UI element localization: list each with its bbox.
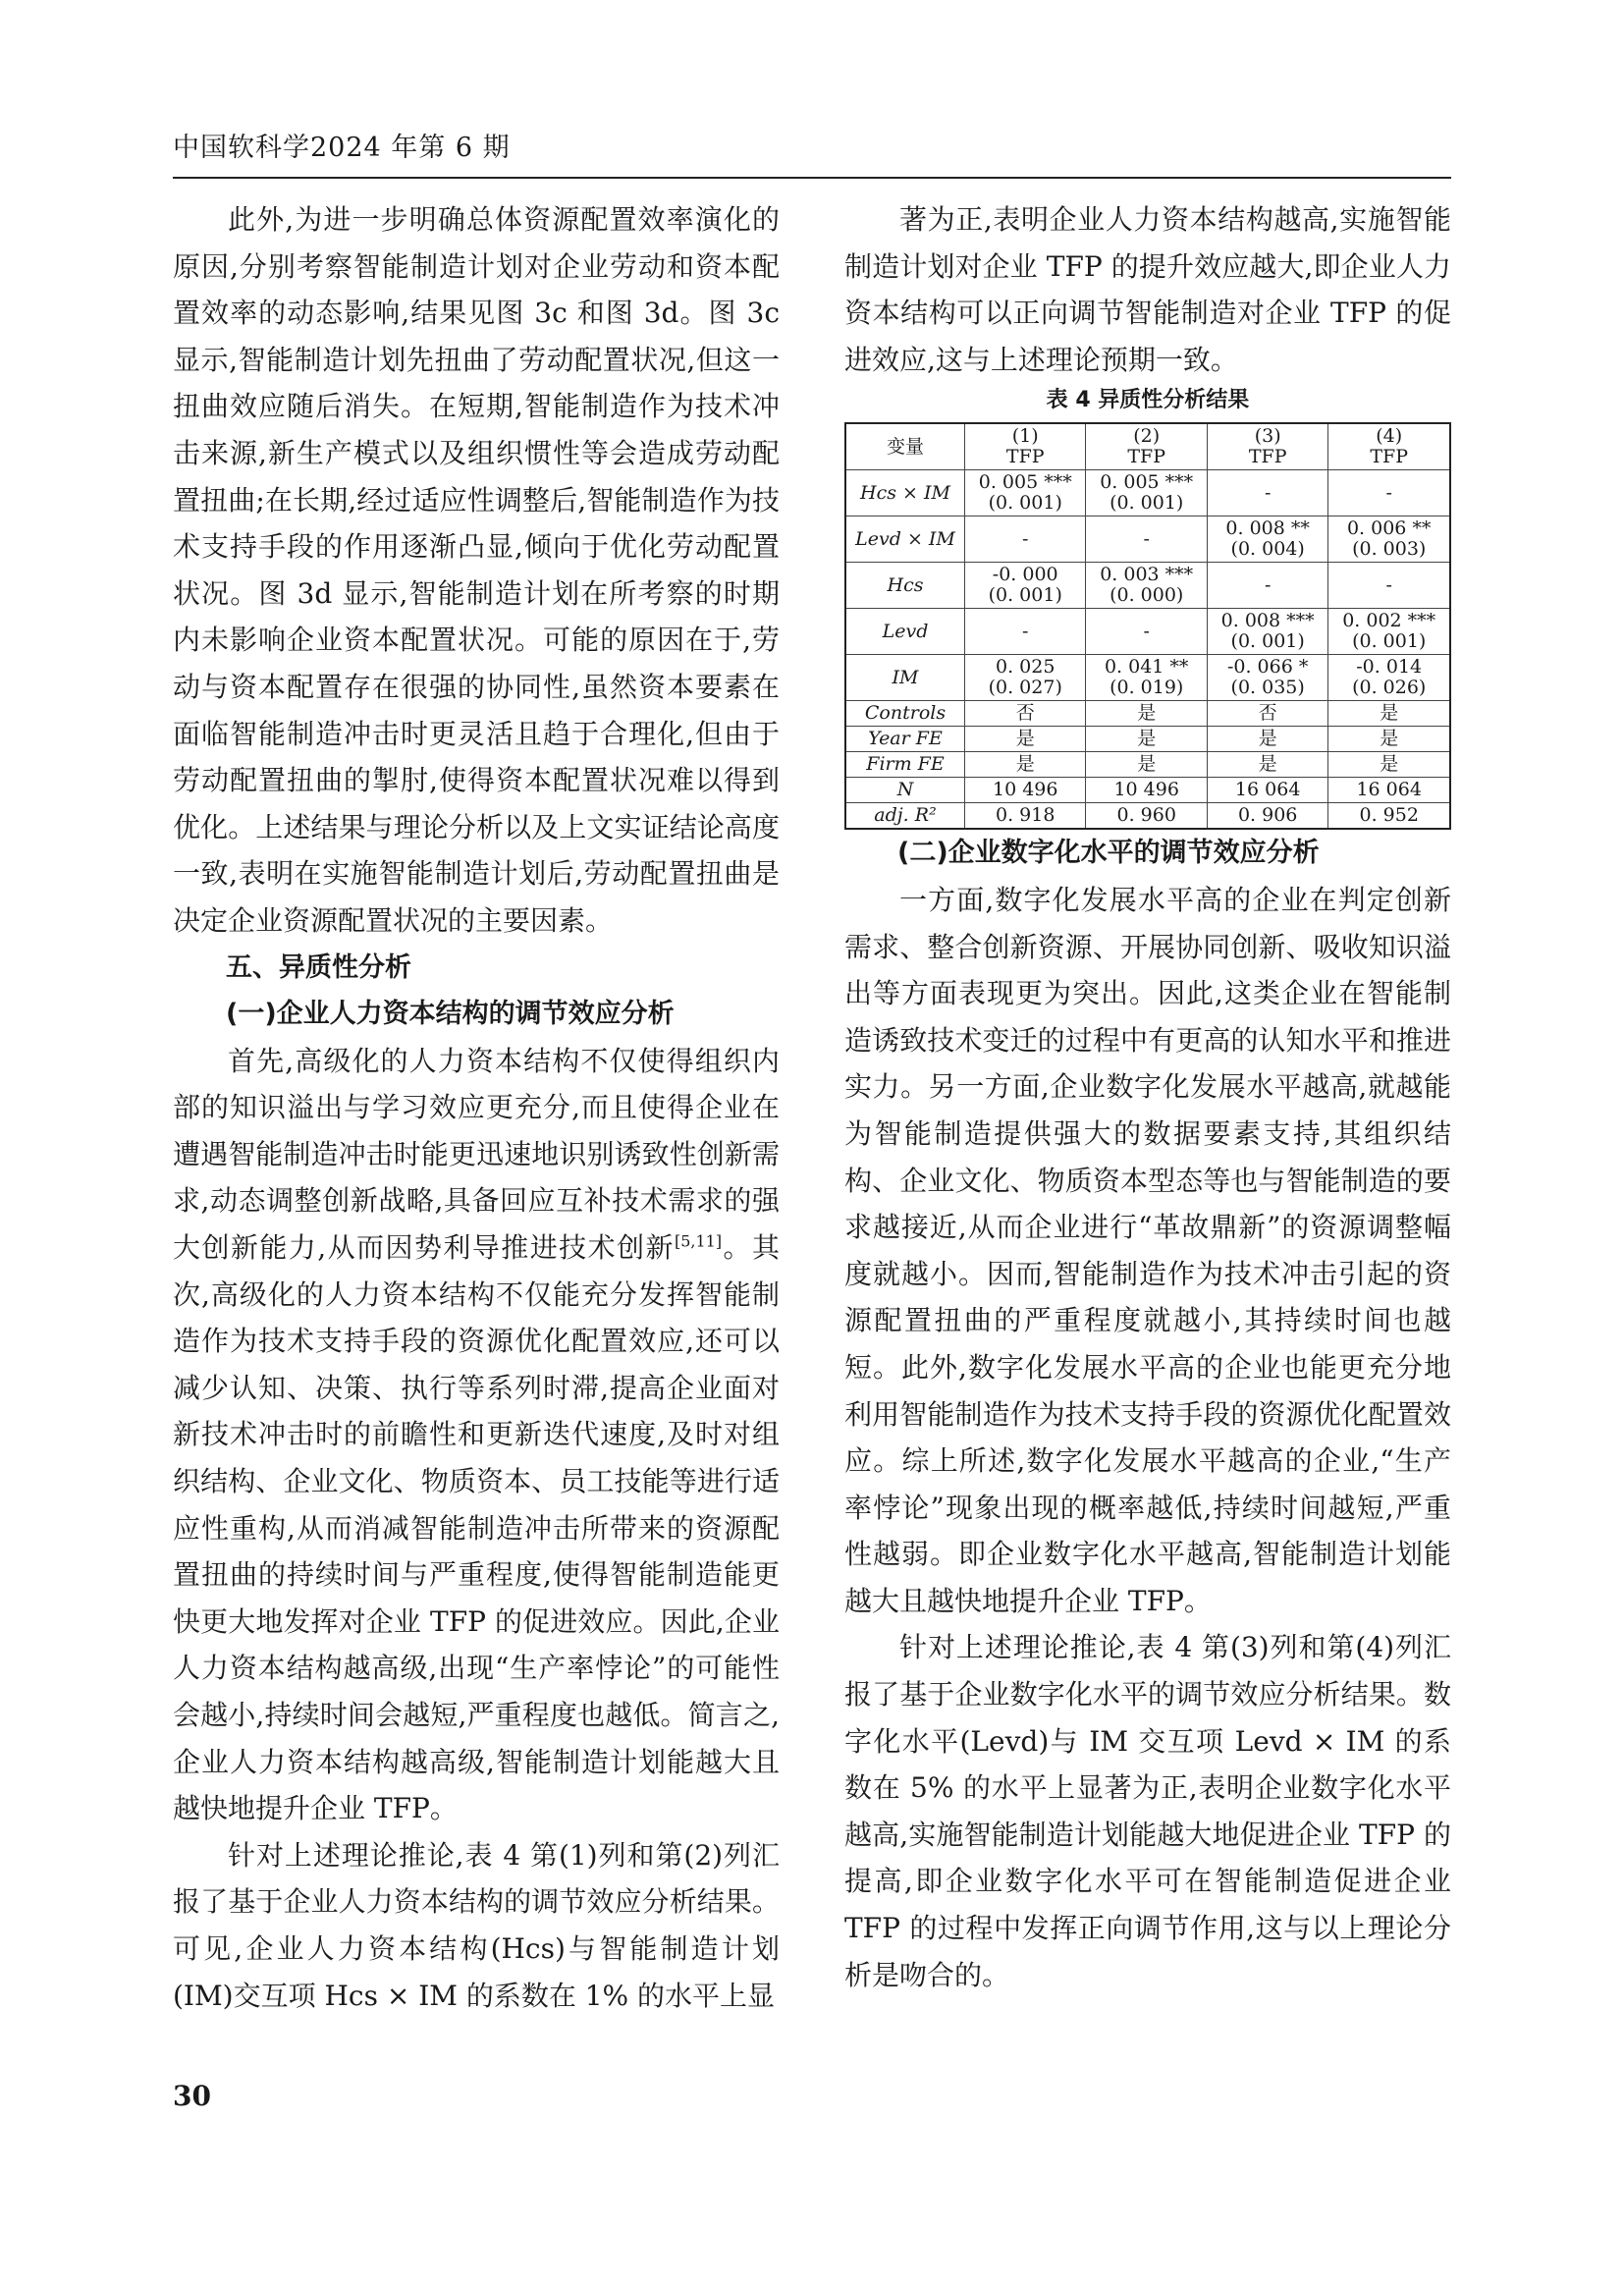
table-cell-text: (0. 001): [988, 584, 1062, 607]
table-cell-text: TFP: [1127, 446, 1166, 468]
table-cell-text: (0. 027): [988, 677, 1062, 699]
table-cell: [1328, 470, 1450, 516]
table-cell-text: Levd: [882, 620, 929, 642]
table-row: [845, 470, 1450, 516]
table-cell-text: 是: [1380, 702, 1399, 725]
table-cell-text: (0. 026): [1352, 677, 1427, 699]
table-cell: [1207, 563, 1327, 609]
table-header-cell: [1207, 423, 1327, 470]
table-cell: [1207, 655, 1327, 701]
table-cell: [1086, 752, 1207, 778]
table-cell: [1086, 563, 1207, 609]
table-cell-text: TFP: [1248, 446, 1287, 468]
table-cell-text: N: [896, 779, 914, 801]
table-cell: [1328, 655, 1450, 701]
table-cell-text: TFP: [1370, 446, 1409, 468]
results-table: [844, 422, 1451, 830]
table-row-label: [845, 752, 965, 778]
table-cell: [965, 609, 1086, 655]
table-cell: [1086, 470, 1207, 516]
table-row-label: [845, 803, 965, 830]
table-row: [845, 609, 1450, 655]
table-cell-text: Firm FE: [866, 753, 945, 776]
table-cell-text: 0. 008 **: [1225, 517, 1310, 540]
table-row: [845, 752, 1450, 778]
table-cell: [1328, 778, 1450, 803]
table-cell-text: TFP: [1005, 446, 1045, 468]
table-cell: [1328, 727, 1450, 752]
paragraph-text: 。其次,高级化的人力资本结构不仅能充分发挥智能制造作为技术支持手段的资源优化配置效应,还可以减少认知、决策、执行等系列时滞,提高企业面对新技术冲击时的前瞻性和更新迭代速度,及时对组织结构、企业文化、物质资本、员工技能等进行适应性重构,从而消减智能制造冲击所带来的资源配置扭曲的持续时间与严重程度,使得智能制造能更快更大地发挥对企业 TFP 的促进效应。因此,企业人力资本结构越高级,出现“生产率悖论”的可能性会越小,持续时间会越短,严重程度也越低。简言之,企业人力资本结构越高级,智能制造计划能越大且越快地提升企业 TFP。: [173, 1231, 780, 1825]
table-cell-text: Hcs: [887, 573, 924, 596]
header-rule: [173, 177, 1451, 179]
table-cell: [965, 727, 1086, 752]
table-cell-text: -0. 014: [1356, 656, 1423, 679]
table-cell: [1207, 803, 1327, 830]
table-cell: [1328, 609, 1450, 655]
table-cell: [965, 701, 1086, 727]
table-cell: [1086, 655, 1207, 701]
table-row: [845, 563, 1450, 609]
paragraph: 此外,为进一步明确总体资源配置效率演化的原因,分别考察智能制造计划对企业劳动和资本配置效率的动态影响,结果见图 3c 和图 3d。图 3c显示,智能制造计划先扭曲了劳动配置状况,但这一扭曲效应随后消失。在短期,智能制造作为技术冲击来源,新生产模式以及组织惯性等会造成劳动配置扭曲;在长期,经过适应性调整后,智能制造作为技术支持手段的作用逐渐凸显,倾向于优化劳动配置状况。图 3d 显示,智能制造计划在所考察的时期内未影响企业资本配置状况。可能的原因在于,劳动与资本配置存在很强的协同性,虽然资本要素在面临智能制造冲击时更灵活且趋于合理化,但由于劳动配置扭曲的掣肘,使得资本配置状况难以得到优化。上述结果与理论分析以及上文实证结论高度一致,表明在实施智能制造计划后,劳动配置扭曲是决定企业资源配置状况的主要因素。: [173, 203, 780, 937]
table-cell: [965, 752, 1086, 778]
paragraph: [173, 1038, 780, 1832]
table-cell-text: 否: [1015, 702, 1035, 725]
table-cell-text: 是: [1380, 728, 1399, 750]
table-cell-text: (0. 019): [1110, 677, 1184, 699]
table-cell-text: 是: [1137, 753, 1157, 776]
table-cell-text: (0. 003): [1352, 538, 1427, 561]
table-cell-text: (0. 035): [1230, 677, 1305, 699]
table-cell-text: (0. 001): [1230, 630, 1305, 653]
table-header-cell: [845, 423, 965, 470]
table-cell-text: 0. 005 ***: [1100, 471, 1194, 494]
table-cell-text: 0. 906: [1237, 804, 1298, 827]
table-row-label: [845, 609, 965, 655]
table-cell: [965, 516, 1086, 563]
table-cell-text: -: [1385, 481, 1392, 504]
table-cell-text: 10 496: [1113, 779, 1179, 801]
right-column: [844, 196, 1451, 1998]
table-cell-text: adj. R²: [874, 804, 937, 827]
table-cell: [1328, 563, 1450, 609]
table-cell-text: 0. 006 **: [1346, 517, 1432, 540]
table-cell-text: -: [1022, 527, 1029, 550]
page-number: 30: [173, 2080, 211, 2112]
table-cell-text: 0. 005 ***: [978, 471, 1072, 494]
subsection-heading: (一)企业人力资本结构的调节效应分析: [226, 999, 675, 1030]
table-row: [845, 778, 1450, 803]
table-cell: [965, 655, 1086, 701]
citation: [5,11]: [674, 1231, 723, 1251]
table-cell-text: -: [1385, 573, 1392, 596]
table-cell: [1328, 803, 1450, 830]
table-cell: [1086, 516, 1207, 563]
table-cell-text: 0. 008 ***: [1220, 610, 1315, 632]
table-header-cell: [965, 423, 1086, 470]
table-cell: [1207, 609, 1327, 655]
table-cell-text: 0. 918: [996, 804, 1056, 827]
table-cell: [1207, 701, 1327, 727]
table-cell: [1086, 701, 1207, 727]
table-cell-text: 16 064: [1356, 779, 1422, 801]
paragraph: 著为正,表明企业人力资本结构越高,实施智能制造计划对企业 TFP 的提升效应越大,即企业人力资本结构可以正向调节智能制造对企业 TFP 的促进效应,这与上述理论预期一致。: [844, 203, 1451, 376]
table-cell-text: 是: [1137, 728, 1157, 750]
table-cell-text: 16 064: [1234, 779, 1301, 801]
table-row-label: [845, 516, 965, 563]
table-row: [845, 803, 1450, 830]
table-cell-text: 0. 025: [996, 656, 1056, 679]
table-cell: [965, 803, 1086, 830]
table-row: [845, 727, 1450, 752]
table-cell-text: 变量: [886, 435, 924, 458]
table-cell: [1086, 803, 1207, 830]
table-cell: [1086, 609, 1207, 655]
table-cell-text: (3): [1254, 425, 1281, 448]
table-cell-text: (2): [1133, 425, 1161, 448]
table-header-row: [845, 423, 1450, 470]
table-cell-text: (0. 000): [1110, 584, 1184, 607]
table-cell: [965, 470, 1086, 516]
table-cell: [1328, 516, 1450, 563]
table-cell-text: Levd × IM: [855, 527, 955, 550]
paragraph: 针对上述理论推论,表 4 第(3)列和第(4)列汇报了基于企业数字化水平的调节效应分析结果。数字化水平(Levd)与 IM 交互项 Levd × IM 的系数在 5% 的水平上显著为正,表明企业数字化水平越高,实施智能制造计划能越大地促进企业 TFP 的提高,即企业数字化水平可在智能制造促进企业 TFP 的过程中发挥正向调节作用,这与以上理论分析是吻合的。: [844, 1631, 1451, 1991]
table-cell-text: 是: [1380, 753, 1399, 776]
table-row-label: [845, 727, 965, 752]
table-cell-text: -: [1022, 620, 1029, 642]
table-cell-text: (0. 001): [1352, 630, 1427, 653]
paragraph: 一方面,数字化发展水平高的企业在判定创新需求、整合创新资源、开展协同创新、吸收知识溢出等方面表现更为突出。因此,这类企业在智能制造诱致技术变迁的过程中有更高的认知水平和推进实力。另一方面,企业数字化发展水平越高,就越能为智能制造提供强大的数据要素支持,其组织结构、企业文化、物质资本型态等也与智能制造的要求越接近,从而企业进行“革故鼎新”的资源调整幅度就越小。因而,智能制造作为技术冲击引起的资源配置扭曲的严重程度就越小,其持续时间也越短。此外,数字化发展水平高的企业也能更充分地利用智能制造作为技术支持手段的资源优化配置效应。综上所述,数字化发展水平越高的企业,“生产率悖论”现象出现的概率越低,持续时间越短,严重性越弱。即企业数字化水平越高,智能制造计划能越大且越快地提升企业 TFP。: [844, 883, 1451, 1617]
table-cell-text: (4): [1376, 425, 1403, 448]
table-row-label: [845, 778, 965, 803]
table-caption: 表 4 异质性分析结果: [1046, 388, 1250, 413]
table-cell: [1207, 778, 1327, 803]
table-cell-text: 0. 002 ***: [1342, 610, 1436, 632]
table-cell-text: 10 496: [992, 779, 1058, 801]
table-row-label: [845, 701, 965, 727]
table-cell: [1207, 727, 1327, 752]
table-cell-text: (1): [1011, 425, 1039, 448]
table-cell-text: -: [1264, 573, 1272, 596]
table-cell-text: Year FE: [868, 728, 943, 750]
table-cell-text: 是: [1258, 728, 1277, 750]
table-cell: [1086, 778, 1207, 803]
table-cell-text: IM: [892, 666, 919, 688]
table-row: [845, 701, 1450, 727]
table-cell-text: (0. 001): [1110, 492, 1184, 515]
section-heading: 五、异质性分析: [226, 951, 411, 983]
table-header-cell: [1328, 423, 1450, 470]
table-cell: [965, 778, 1086, 803]
table-cell-text: -: [1143, 620, 1150, 642]
table-cell-text: Controls: [864, 702, 947, 725]
table-cell: [1328, 701, 1450, 727]
paragraph-text: 首先,高级化的人力资本结构不仅使得组织内部的知识溢出与学习效应更充分,而且使得企业在遭遇智能制造冲击时能更迅速地识别诱致性创新需求,动态调整创新战略,具备回应互补技术需求的强大创新能力,从而因势利导推进技术创新: [173, 1044, 780, 1265]
paragraph: 针对上述理论推论,表 4 第(1)列和第(2)列汇报了基于企业人力资本结构的调节效应分析结果。可见,企业人力资本结构(Hcs)与智能制造计划(IM)交互项 Hcs × IM 的系数在 1% 的水平上显: [173, 1838, 780, 2012]
table-cell: [1207, 470, 1327, 516]
table-cell-text: 0. 041 **: [1104, 656, 1189, 679]
table-cell-text: -0. 066 *: [1226, 656, 1309, 679]
table-row: [845, 655, 1450, 701]
table-row-label: [845, 655, 965, 701]
table-cell-text: 是: [1137, 702, 1157, 725]
table-cell-text: 是: [1015, 753, 1035, 776]
table-cell-text: -: [1143, 527, 1150, 550]
table-cell: [965, 563, 1086, 609]
journal-header: 中国软科学2024 年第 6 期: [173, 133, 511, 163]
table-cell-text: 是: [1258, 753, 1277, 776]
table-row: [845, 516, 1450, 563]
table-row-label: [845, 563, 965, 609]
left-column: [173, 196, 780, 2019]
table-cell-text: (0. 004): [1230, 538, 1305, 561]
table-cell-text: (0. 001): [988, 492, 1062, 515]
table-cell-text: 0. 003 ***: [1100, 564, 1194, 586]
table-cell-text: -0. 000: [992, 564, 1058, 586]
table-cell: [1086, 727, 1207, 752]
table-row-label: [845, 470, 965, 516]
table-cell-text: Hcs × IM: [860, 481, 950, 504]
subsection-heading: (二)企业数字化水平的调节效应分析: [897, 838, 1320, 869]
table-cell-text: 是: [1015, 728, 1035, 750]
table-cell: [1207, 752, 1327, 778]
table-cell-text: -: [1264, 481, 1272, 504]
table-cell-text: 0. 952: [1359, 804, 1419, 827]
table-cell: [1328, 752, 1450, 778]
table-cell-text: 0. 960: [1116, 804, 1176, 827]
table-cell-text: 否: [1258, 702, 1277, 725]
table-cell: [1207, 516, 1327, 563]
table-header-cell: [1086, 423, 1207, 470]
